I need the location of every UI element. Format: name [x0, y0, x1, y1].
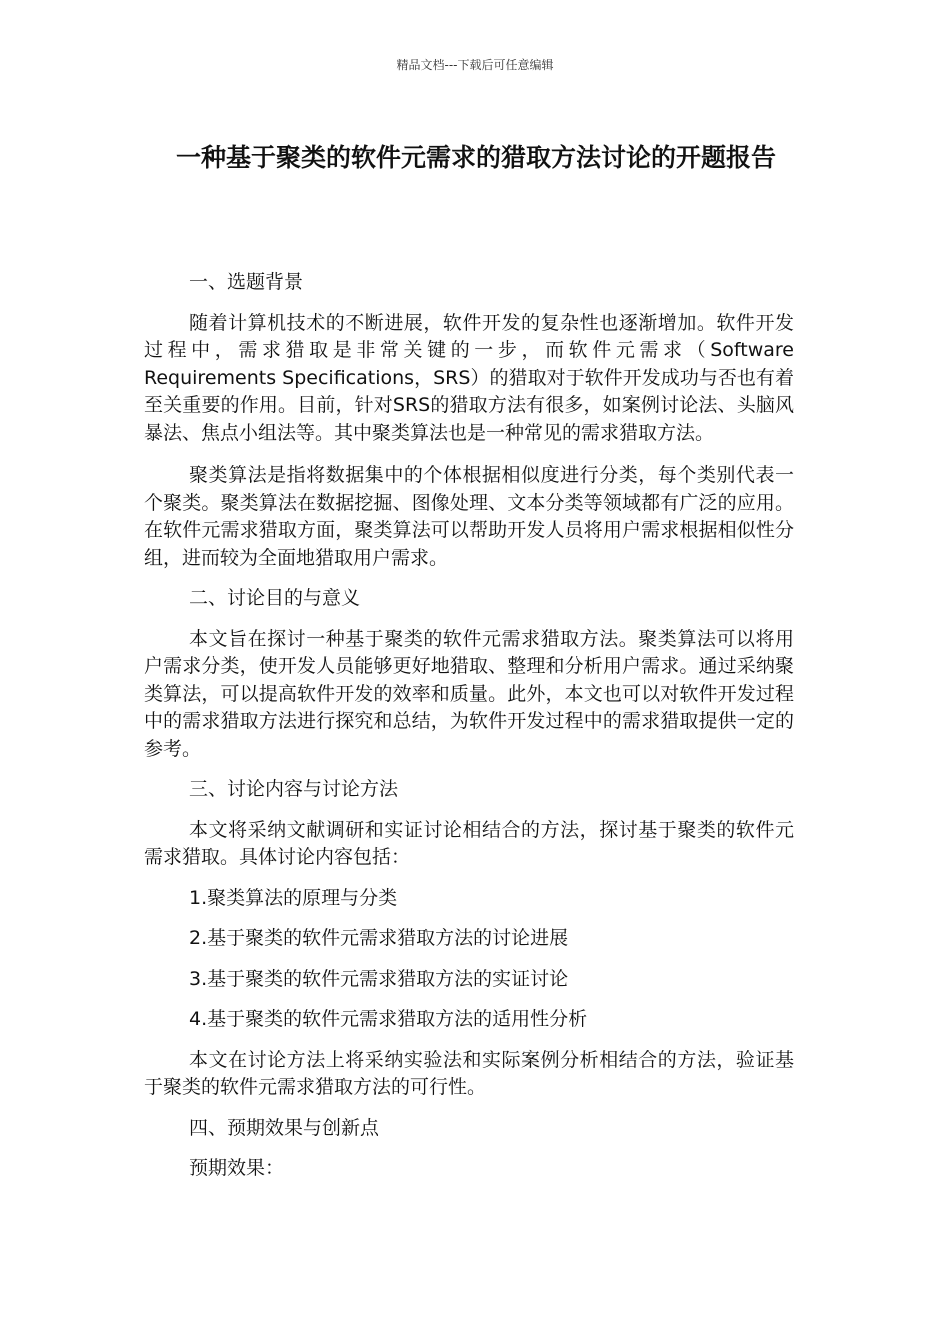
list-item: 3.基于聚类的软件元需求猎取方法的实证讨论 [189, 967, 569, 990]
paragraph: 本文旨在探讨一种基于聚类的软件元需求猎取方法。聚类算法可以将用户需求分类，使开发人员能够更好地猎取、整理和分析用户需求。通过采纳聚类算法，可以提高软件开发的效率和质量。此外，本文也可以对软件开发过程中的需求猎取方法进行探究和总结，为软件开发过程中的需求猎取提供一定的参考。 [144, 627, 794, 760]
list-item: 4.基于聚类的软件元需求猎取方法的适用性分析 [189, 1008, 588, 1030]
paragraph: 聚类算法是指将数据集中的个体根据相似度进行分类，每个类别代表一个聚类。聚类算法在数据挖掘、图像处理、文本分类等领域都有广泛的应用。在软件元需求猎取方面，聚类算法可以帮助开发人员将用户需求根据相似性分组，进而较为全面地猎取用户需求。 [144, 464, 794, 569]
section-heading: 一、选题背景 [189, 271, 304, 293]
list-item: 2.基于聚类的软件元需求猎取方法的讨论进展 [189, 927, 569, 949]
paragraph: 预期效果： [189, 1157, 285, 1179]
document-title: 一种基于聚类的软件元需求的猎取方法讨论的开题报告 [175, 143, 776, 172]
section-heading: 二、讨论目的与意义 [189, 587, 361, 609]
section-heading: 四、预期效果与创新点 [189, 1116, 380, 1139]
paragraph: 随着计算机技术的不断进展，软件开发的复杂性也逐渐增加。软件开发过程中，需求猎取是非常关键的一步，而软件元需求（Software Requirements Specifications，SRS）的猎取对于软件开发成功与否也有着至关重要的作用。目前，针对SRS的猎取方法有很多，如案例讨论法、头脑风暴法、焦点小组法等。其中聚类算法也是一种常见的需求猎取方法。 [144, 311, 794, 444]
page-header: 精品文档---下载后可任意编辑 [396, 58, 554, 72]
list-item: 1.聚类算法的原理与分类 [189, 886, 398, 909]
paragraph: 本文将采纳文献调研和实证讨论相结合的方法，探讨基于聚类的软件元需求猎取。具体讨论内容包括： [144, 818, 794, 868]
paragraph: 本文在讨论方法上将采纳实验法和实际案例分析相结合的方法，验证基于聚类的软件元需求猎取方法的可行性。 [144, 1048, 794, 1098]
section-heading: 三、讨论内容与讨论方法 [189, 778, 399, 800]
document-body [144, 269, 794, 1183]
